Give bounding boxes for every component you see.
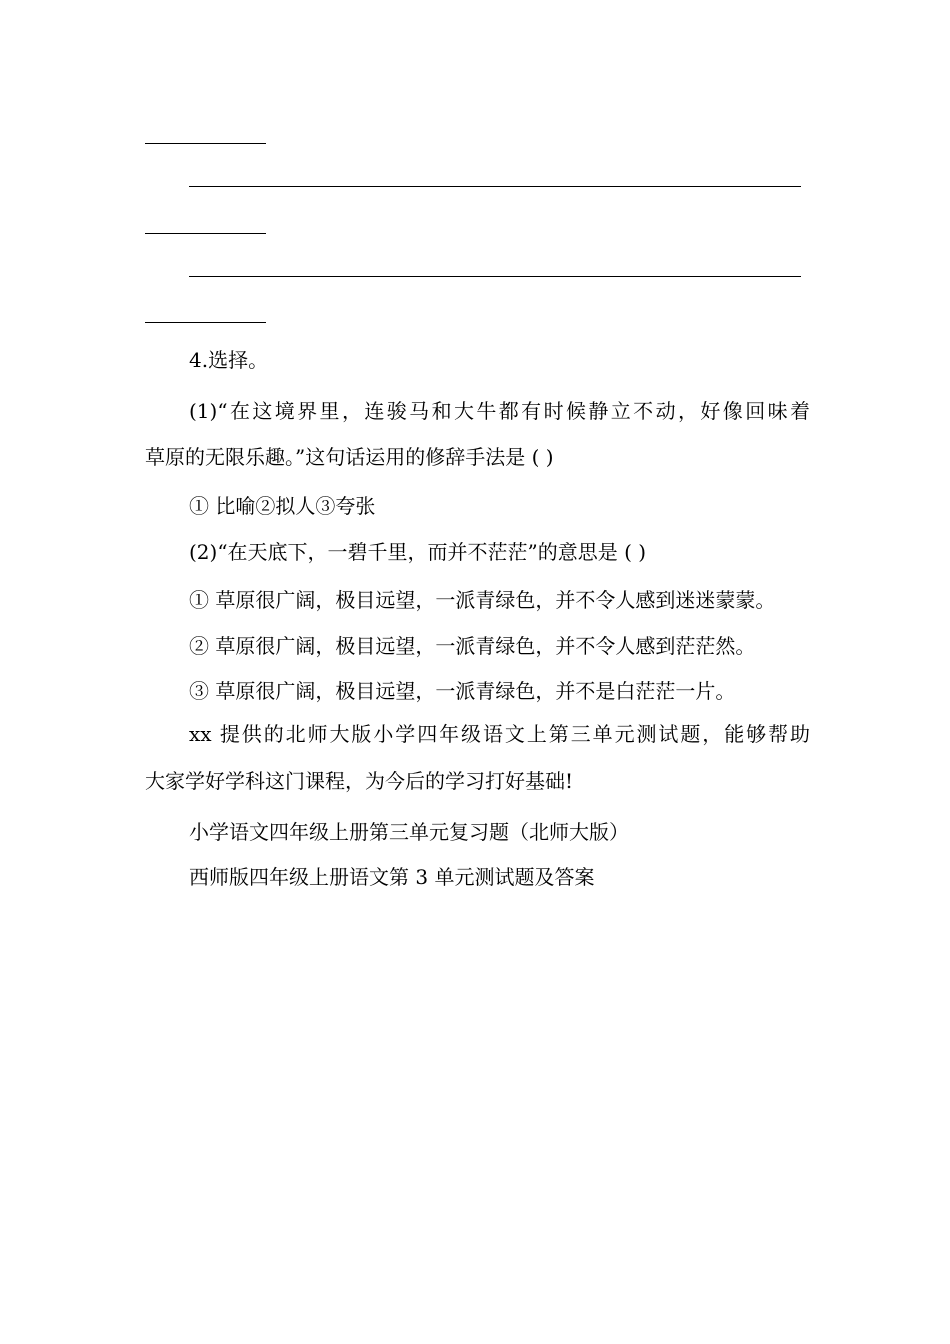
question-1-stem-line-1: (1)“在这境界里，连骏马和大牛都有时候静立不动，好像回味着 [189, 399, 810, 423]
question-2-option-3: ③ 草原很广阔，极目远望，一派青绿色，并不是白茫茫一片。 [189, 679, 736, 703]
answer-blank-line [145, 233, 266, 234]
answer-blank-line [145, 143, 266, 144]
answer-blank-line [189, 276, 801, 277]
question-1-options: ① 比喻②拟人③夸张 [189, 494, 376, 518]
question-2-option-2: ② 草原很广阔，极目远望，一派青绿色，并不令人感到茫茫然。 [189, 634, 756, 658]
related-article-link[interactable]: 小学语文四年级上册第三单元复习题（北师大版） [189, 820, 629, 844]
question-4-title: 4.选择。 [189, 348, 269, 372]
question-2-stem: (2)“在天底下，一碧千里，而并不茫茫”的意思是 ( ) [189, 540, 647, 564]
note-line-2: 大家学好学科这门课程，为今后的学习打好基础! [145, 769, 574, 793]
answer-blank-line [145, 322, 266, 323]
question-1-stem-line-2: 草原的无限乐趣。”这句话运用的修辞手法是 ( ) [145, 445, 554, 469]
answer-blank-line [189, 186, 801, 187]
related-article-link[interactable]: 西师版四年级上册语文第 3 单元测试题及答案 [189, 865, 595, 889]
note-line-1: xx 提供的北师大版小学四年级语文上第三单元测试题，能够帮助 [189, 722, 810, 746]
question-2-option-1: ① 草原很广阔，极目远望，一派青绿色，并不令人感到迷迷蒙蒙。 [189, 588, 776, 612]
